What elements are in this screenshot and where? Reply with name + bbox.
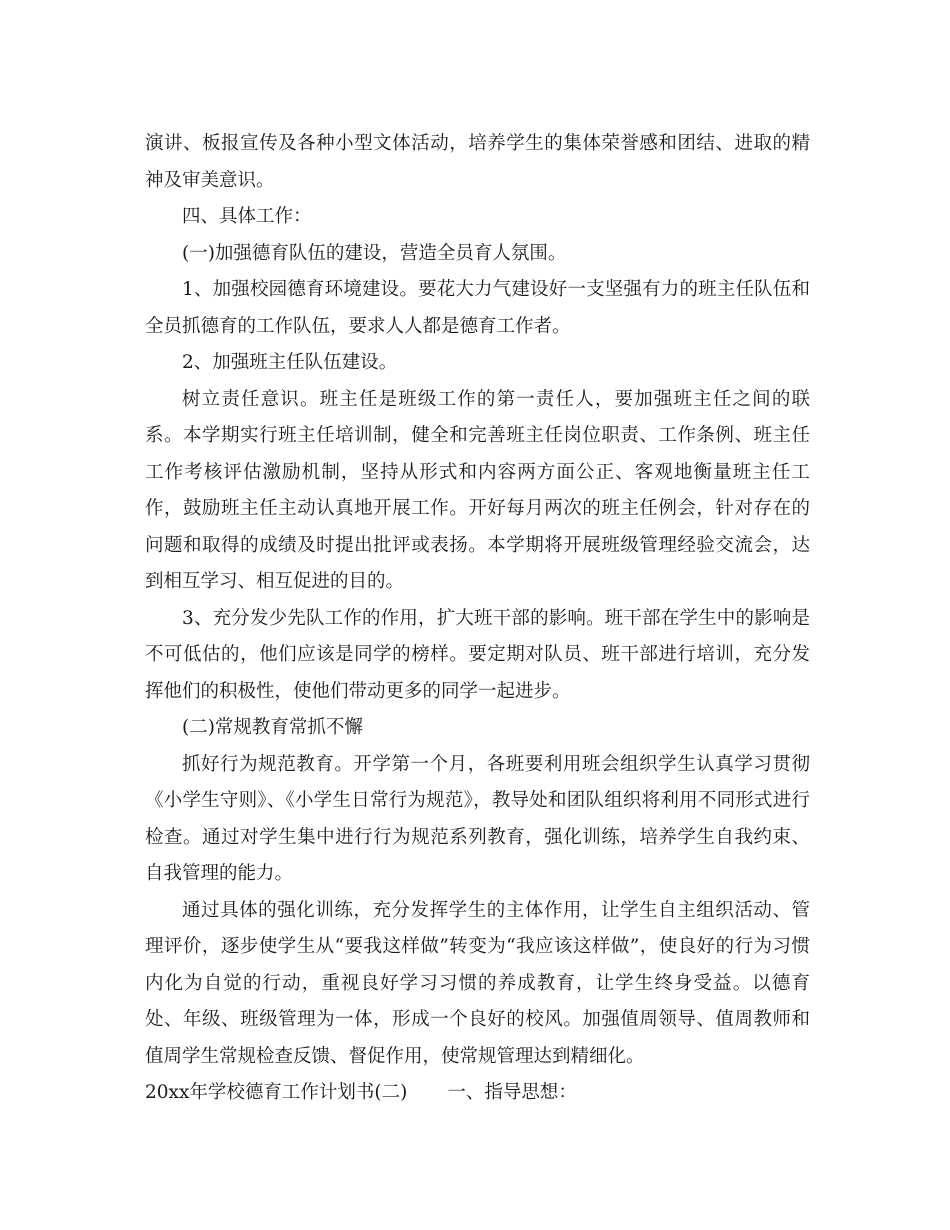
next-document-title: 20xx年学校德育工作计划书(二) (145, 1082, 408, 1103)
next-document-title-line (145, 1075, 810, 1112)
next-document-first-heading: 一、指导思想： (447, 1082, 577, 1103)
subsection-heading-routine-education: (二)常规教育常抓不懈 (182, 717, 363, 738)
section-heading-specific-work: 四、具体工作： (182, 206, 312, 227)
paragraph-behavior-norms: 抓好行为规范教育。开学第一个月，各班要利用班会组织学生认真学习贯彻《小学生守则》、《小学生日常行为规范》，教导处和团队组织将利用不同形式进行检查。通过对学生集中进行行为规范系列教育，强化训练，培养学生自我约束、自我管理的能力。 (145, 753, 810, 884)
paragraph-training: 通过具体的强化训练，充分发挥学生的主体作用，让学生自主组织活动、管理评价，逐步使学生从“要我这样做”转变为“我应该这样做”，使良好的行为习惯内化为自觉的行动，重视良好学习习惯的养成教育，让学生终身受益。以德育处、年级、班级管理为一体，形成一个良好的校风。加强值周领导、值周教师和值周学生常规检查反馈、督促作用，使常规管理达到精细化。 (145, 899, 810, 1067)
paragraph-item-2: 2、加强班主任队伍建设。 (182, 352, 398, 373)
paragraph-continued: 演讲、板报宣传及各种小型文体活动，培养学生的集体荣誉感和团结、进取的精神及审美意识。 (145, 133, 810, 191)
paragraph-item-1: 1、加强校园德育环境建设。要花大力气建设好一支坚强有力的班主任队伍和全员抓德育的工作队伍，要求人人都是德育工作者。 (145, 279, 810, 337)
paragraph-responsibility: 树立责任意识。班主任是班级工作的第一责任人，要加强班主任之间的联系。本学期实行班主任培训制，健全和完善班主任岗位职责、工作条例、班主任工作考核评估激励机制，坚持从形式和内容两方面公正、客观地衡量班主任工作，鼓励班主任主动认真地开展工作。开好每月两次的班主任例会，针对存在的问题和取得的成绩及时提出批评或表扬。本学期将开展班级管理经验交流会，达到相互学习、相互促进的目的。 (145, 388, 810, 592)
subsection-heading-team-building: (一)加强德育队伍的建设，营造全员育人氛围。 (182, 242, 567, 264)
document-body (145, 126, 810, 1112)
paragraph-item-3: 3、充分发少先队工作的作用，扩大班干部的影响。班干部在学生中的影响是不可低估的，他们应该是同学的榜样。要定期对队员、班干部进行培训，充分发挥他们的积极性，使他们带动更多的同学一起进步。 (145, 607, 810, 702)
